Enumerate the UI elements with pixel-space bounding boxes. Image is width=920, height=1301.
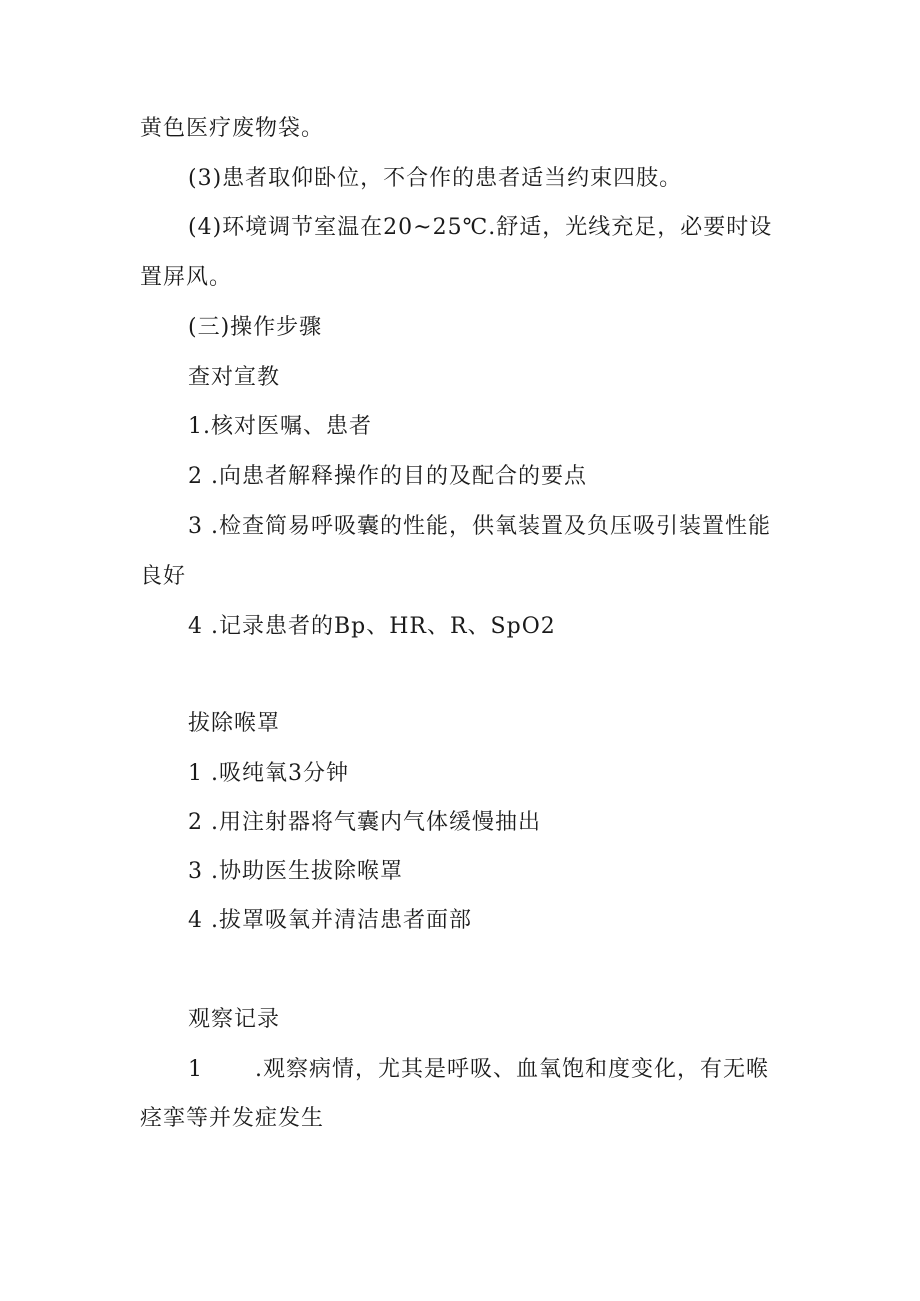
subsection-heading: 观察记录	[188, 1007, 281, 1032]
paragraph-line: 痉挛等并发症发生	[140, 1106, 325, 1131]
paragraph-line: 置屏风。	[140, 265, 233, 290]
list-item	[188, 1055, 769, 1085]
subsection-heading: 查对宣教	[188, 365, 281, 390]
list-item: 2 .用注射器将气囊内气体缓慢抽出	[188, 810, 541, 835]
subsection-heading: 拔除喉罩	[188, 711, 281, 736]
paragraph-line: 良好	[140, 564, 187, 589]
list-item-text: .观察病情，尤其是呼吸、血氧饱和度变化，有无喉	[255, 1057, 769, 1082]
paragraph-line: (4)环境调节室温在20~25℃.舒适，光线充足，必要时设	[188, 215, 773, 240]
list-item: 4 .拔罩吸氧并清洁患者面部	[188, 908, 472, 933]
paragraph-line: 黄色医疗废物袋。	[140, 116, 325, 141]
list-item-number: 1	[188, 1057, 203, 1082]
list-item: 1.核对医嘱、患者	[188, 414, 372, 439]
list-item: 1 .吸纯氧3分钟	[188, 761, 349, 786]
list-item: 2 .向患者解释操作的目的及配合的要点	[188, 464, 587, 489]
paragraph-line: (3)患者取仰卧位，不合作的患者适当约束四肢。	[188, 166, 683, 191]
list-item: 3 .检查简易呼吸囊的性能，供氧装置及负压吸引装置性能	[188, 514, 771, 539]
section-heading: (三)操作步骤	[188, 315, 323, 340]
list-item: 4 .记录患者的Bp、HR、R、SpO2	[188, 614, 556, 639]
list-item: 3 .协助医生拔除喉罩	[188, 859, 403, 884]
